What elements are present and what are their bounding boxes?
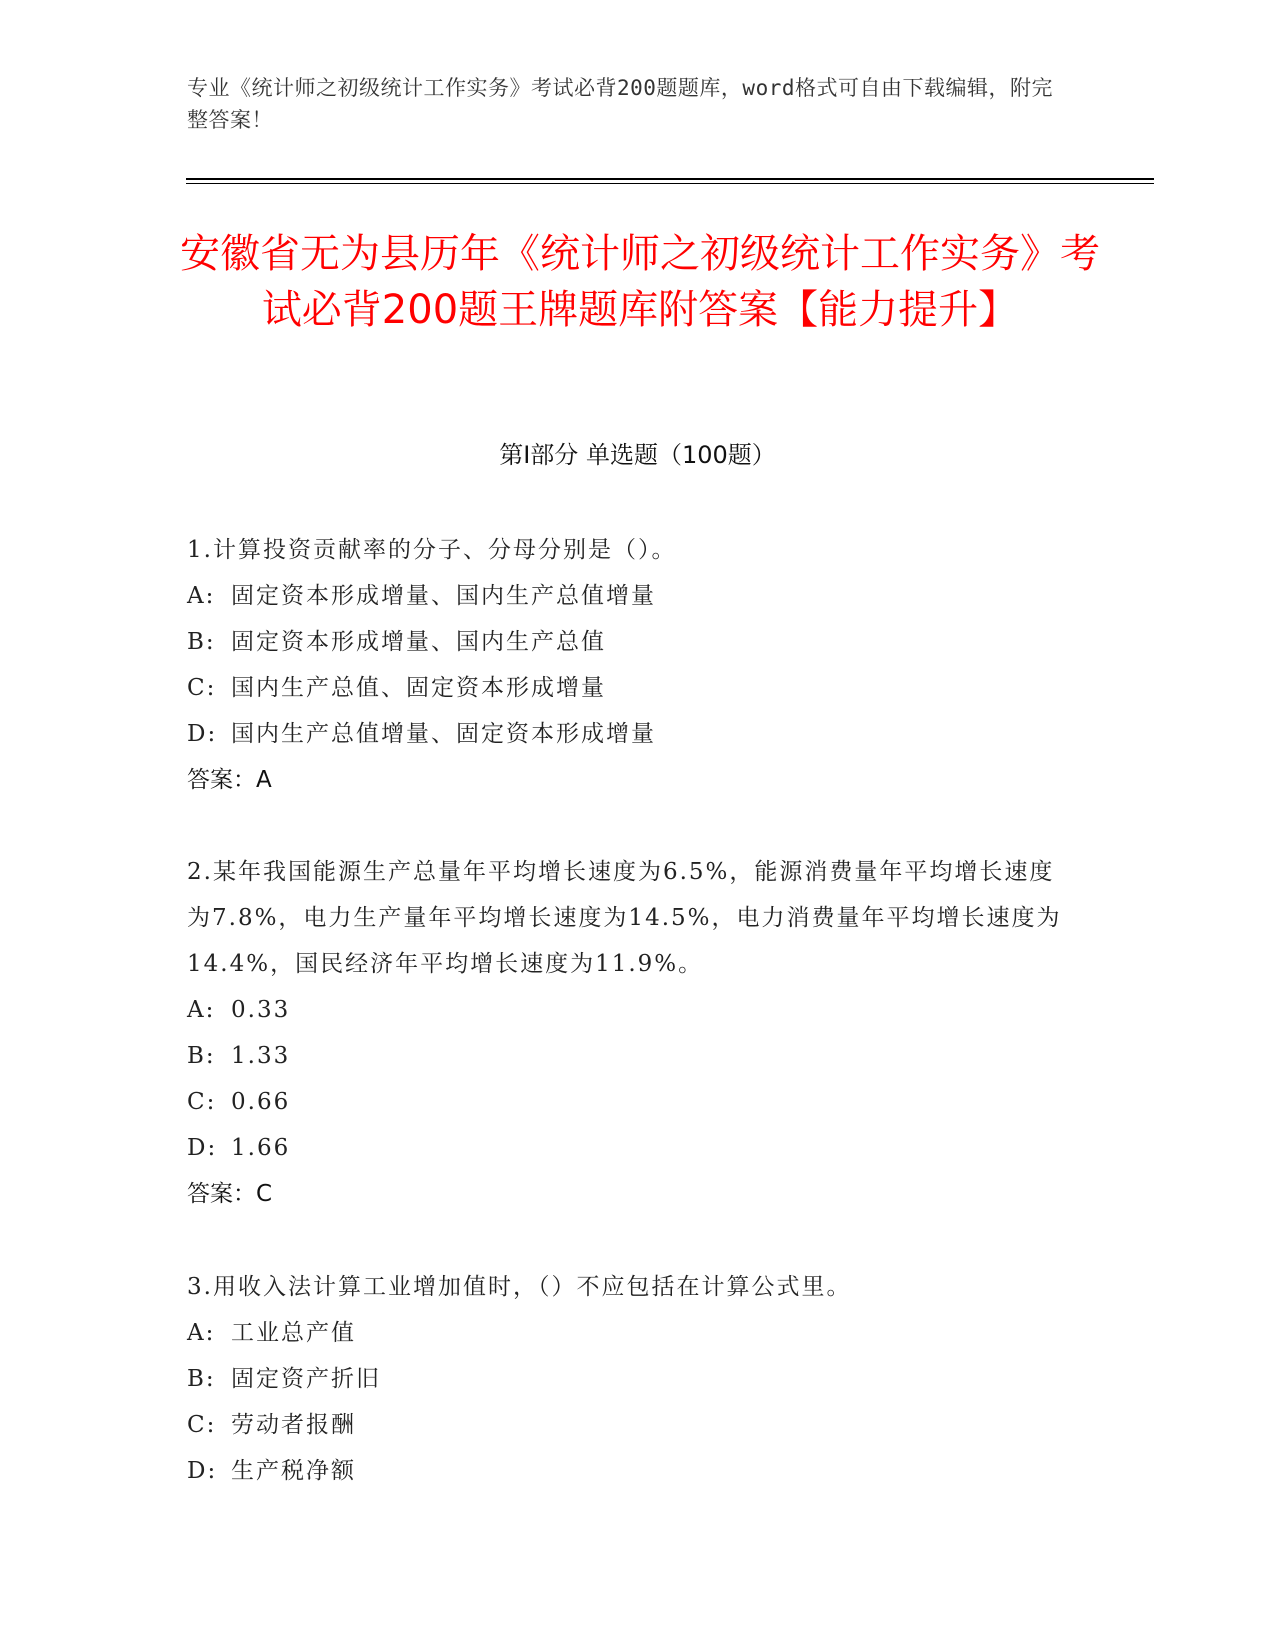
option-text: 国内生产总值增量、固定资本形成增量 xyxy=(231,721,656,747)
header-divider-thin xyxy=(186,183,1154,184)
option-d xyxy=(187,711,1067,757)
option-text: 国内生产总值、固定资本形成增量 xyxy=(231,675,606,701)
option-c xyxy=(187,1402,1067,1448)
option-c xyxy=(187,665,1067,711)
option-a xyxy=(187,1310,1067,1356)
option-a xyxy=(187,573,1067,619)
option-letter: A: xyxy=(187,583,216,609)
option-text: 0.66 xyxy=(231,1089,291,1115)
document-title: 安徽省无为县历年《统计师之初级统计工作实务》考试必背200题王牌题库附答案【能力提升】 xyxy=(180,231,1100,333)
option-text: 工业总产值 xyxy=(231,1320,356,1346)
option-a xyxy=(187,987,1067,1033)
section-title: 第Ⅰ部分 单选题（100题） xyxy=(499,441,776,469)
option-text: 生产税净额 xyxy=(231,1458,356,1484)
option-b xyxy=(187,1356,1067,1402)
option-text: 1.66 xyxy=(231,1135,291,1161)
answer-text: 答案：C xyxy=(187,1181,273,1207)
header-note: 专业《统计师之初级统计工作实务》考试必背200题题库，word格式可自由下载编辑，附完整答案！ xyxy=(187,76,1053,132)
question-stem: 1.计算投资贡献率的分子、分母分别是（）。 xyxy=(187,537,677,563)
question-2 xyxy=(187,849,1067,1217)
option-c xyxy=(187,1079,1067,1125)
option-d xyxy=(187,1448,1067,1494)
option-letter: D: xyxy=(187,721,218,747)
header-divider-thick xyxy=(186,178,1154,180)
question-3 xyxy=(187,1264,1067,1494)
option-text: 1.33 xyxy=(231,1043,291,1069)
option-d xyxy=(187,1125,1067,1171)
question-stem: 3.用收入法计算工业增加值时，（）不应包括在计算公式里。 xyxy=(187,1274,852,1300)
option-letter: D: xyxy=(187,1135,218,1161)
option-text: 固定资产折旧 xyxy=(231,1366,381,1392)
question-stem: 2.某年我国能源生产总量年平均增长速度为6.5%，能源消费量年平均增长速度为7.8%，电力生产量年平均增长速度为14.5%，电力消费量年平均增长速度为14.4%，国民经济年平均增长速度为11.9%。 xyxy=(187,859,1062,977)
option-text: 0.33 xyxy=(231,997,291,1023)
question-1 xyxy=(187,527,1067,803)
option-letter: B: xyxy=(187,1366,216,1392)
option-b xyxy=(187,1033,1067,1079)
option-letter: C: xyxy=(187,1089,217,1115)
answer-text: 答案：A xyxy=(187,767,272,793)
option-letter: A: xyxy=(187,1320,216,1346)
option-letter: A: xyxy=(187,997,216,1023)
option-letter: B: xyxy=(187,1043,216,1069)
option-b xyxy=(187,619,1067,665)
option-text: 劳动者报酬 xyxy=(231,1412,356,1438)
option-letter: B: xyxy=(187,629,216,655)
option-letter: D: xyxy=(187,1458,218,1484)
option-letter: C: xyxy=(187,1412,217,1438)
option-text: 固定资本形成增量、国内生产总值增量 xyxy=(231,583,656,609)
option-text: 固定资本形成增量、国内生产总值 xyxy=(231,629,606,655)
option-letter: C: xyxy=(187,675,217,701)
